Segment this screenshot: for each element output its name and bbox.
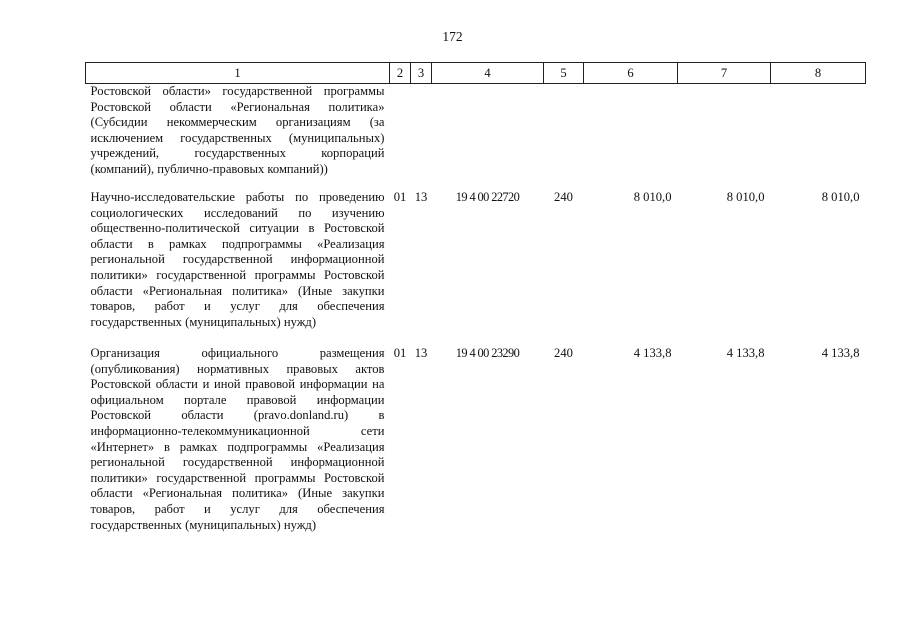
target-article-code: 19 4 00 23290 xyxy=(455,346,520,360)
amount-year-3 xyxy=(771,84,866,191)
row-description: Организация официального размещения (опубликования) нормативных правовых актов Ростовской области и иной правовой информации на официальном портале правовой информации Ростовской области (pravo.donland.ru) в информационно-телекоммуникационной сети «Интернет» в рамках подпрограммы «Реализация региональной государственной информационной политики» государственной программы Ростовской области «Региональная политика» (Иные закупки товаров, работ и услуг для обеспечения государственных (муниципальных) нужд) xyxy=(90,346,385,532)
amount-year-1: 4 133,8 xyxy=(633,346,672,360)
table-row xyxy=(86,190,866,346)
table-row xyxy=(86,84,866,191)
expense-type-code xyxy=(544,84,584,191)
subsection-code: 13 xyxy=(414,346,428,360)
table-header-row xyxy=(86,63,866,84)
target-article-code: 19 4 00 22720 xyxy=(455,190,520,204)
table-row xyxy=(86,346,866,533)
budget-table xyxy=(85,62,866,533)
amount-year-1: 8 010,0 xyxy=(633,190,672,204)
section-code xyxy=(390,84,411,191)
section-code: 01 xyxy=(393,346,407,360)
column-header: 5 xyxy=(544,63,584,84)
column-header: 4 xyxy=(432,63,544,84)
amount-year-1 xyxy=(584,84,678,191)
row-description: Ростовской области» государственной программы Ростовской области «Региональная политика» (Субсидии некоммерческим организациям (за исключением государственных (муниципальных) учреждений, государственных корпораций (компаний), публично-правовых компаний)) xyxy=(90,84,385,176)
expense-type-code: 240 xyxy=(554,190,573,204)
column-header: 6 xyxy=(584,63,678,84)
subsection-code xyxy=(411,84,432,191)
page-number: 172 xyxy=(442,29,463,44)
amount-year-3: 4 133,8 xyxy=(821,346,860,360)
target-article-code xyxy=(432,84,544,191)
expense-type-code: 240 xyxy=(554,346,573,360)
amount-year-3: 8 010,0 xyxy=(821,190,860,204)
row-description: Научно-исследовательские работы по проведению социологических исследований по изучению общественно-политической ситуации в Ростовской области в рамках подпрограммы «Реализация региональной государственной информационной политики» государственной программы Ростовской области «Региональная политика» (Иные закупки товаров, работ и услуг для обеспечения государственных (муниципальных) нужд) xyxy=(90,190,385,329)
column-header: 1 xyxy=(86,63,390,84)
subsection-code: 13 xyxy=(414,190,428,204)
column-header: 2 xyxy=(390,63,411,84)
amount-year-2: 4 133,8 xyxy=(726,346,765,360)
column-header: 8 xyxy=(771,63,866,84)
column-header: 3 xyxy=(411,63,432,84)
section-code: 01 xyxy=(393,190,407,204)
amount-year-2: 8 010,0 xyxy=(726,190,765,204)
amount-year-2 xyxy=(678,84,771,191)
column-header: 7 xyxy=(678,63,771,84)
